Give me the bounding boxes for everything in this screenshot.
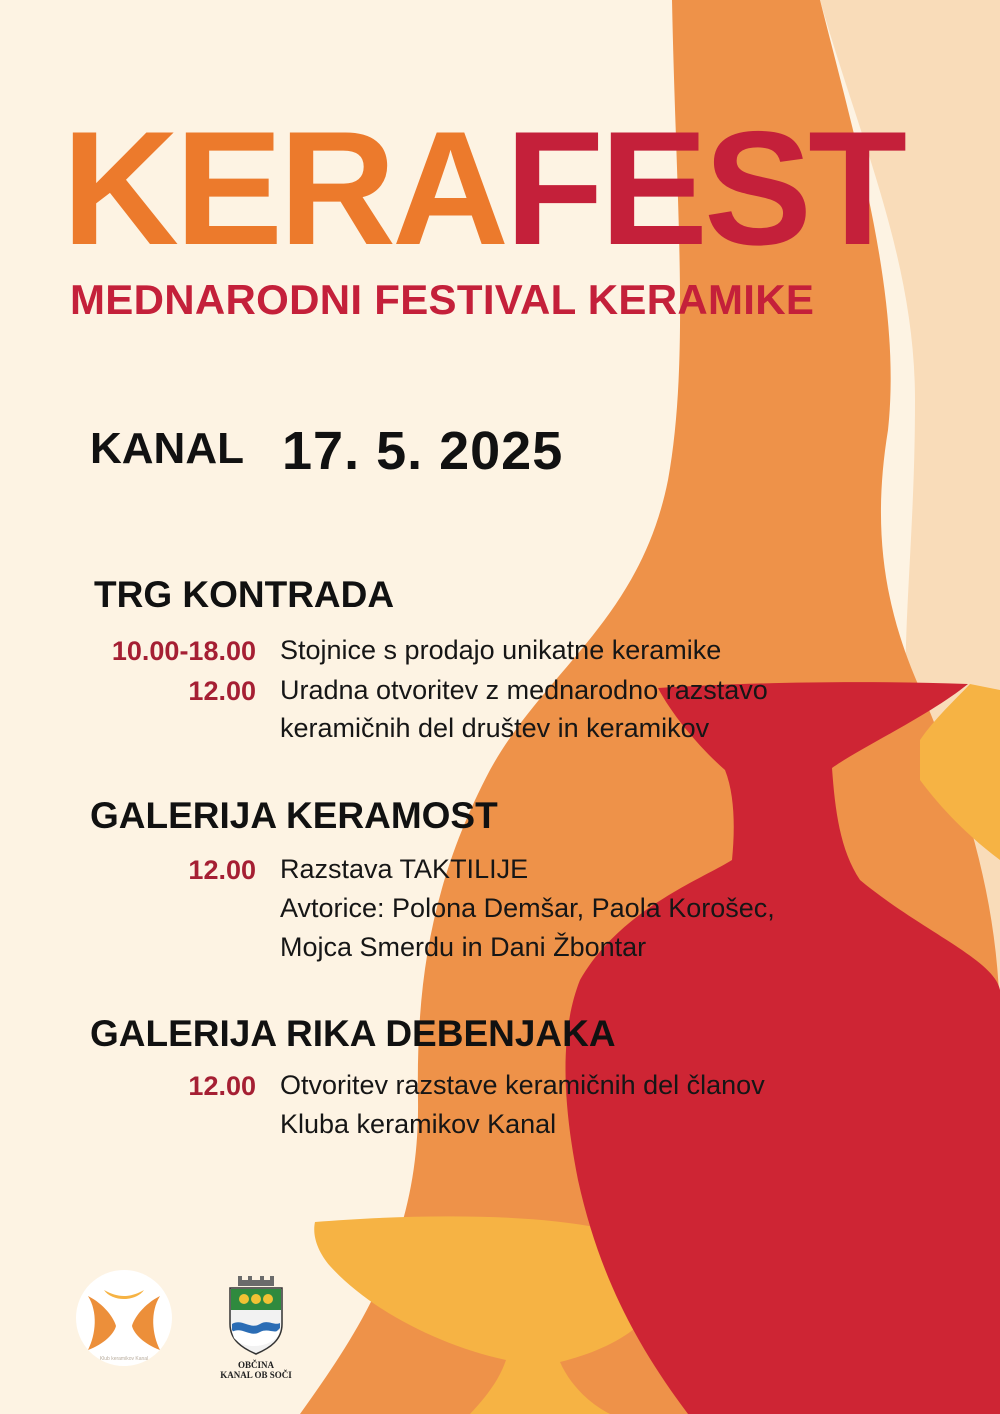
venue-heading: GALERIJA RIKA DEBENJAKA [90,1013,616,1054]
schedule-description: Otvoritev razstave keramičnih del članov [280,1070,765,1100]
schedule-time: 12.00 [188,676,256,706]
schedule-description: Stojnice s prodajo unikatne keramike [280,635,722,665]
title-part-kera: KERA [62,98,506,279]
schedule-time: 12.00 [188,855,256,885]
schedule-description: Avtorice: Polona Demšar, Paola Korošec, [280,893,775,923]
club-ceramists-logo-icon [74,1268,174,1368]
event-place: KANAL [90,424,244,473]
schedule-description: Mojca Smerdu in Dani Žbontar [280,932,647,962]
festival-subtitle: MEDNARODNI FESTIVAL KERAMIKE [70,276,815,323]
municipality-crest-icon [208,1268,304,1364]
venue-heading: GALERIJA KERAMOST [90,795,498,836]
schedule-time: 10.00-18.00 [111,636,256,666]
festival-title [62,98,904,279]
club-logo-caption: Klub keramikov Kanal [99,1356,149,1362]
schedule-time: 12.00 [188,1071,256,1101]
schedule-description: Razstava TAKTILIJE [280,854,529,884]
municipality-label-line2: KANAL OB SOČI [220,1370,292,1380]
title-part-fest: FEST [505,98,904,279]
event-date: 17. 5. 2025 [282,421,564,481]
venue-heading: TRG KONTRADA [94,574,395,615]
schedule-description: keramičnih del društev in keramikov [280,713,710,743]
club-logo [74,1268,174,1368]
schedule-description: Uradna otvoritev z mednarodno razstavo [280,675,768,705]
municipality-logo [208,1268,304,1388]
municipality-label-line1: OBČINA [237,1360,274,1370]
schedule-description: Kluba keramikov Kanal [280,1109,557,1139]
